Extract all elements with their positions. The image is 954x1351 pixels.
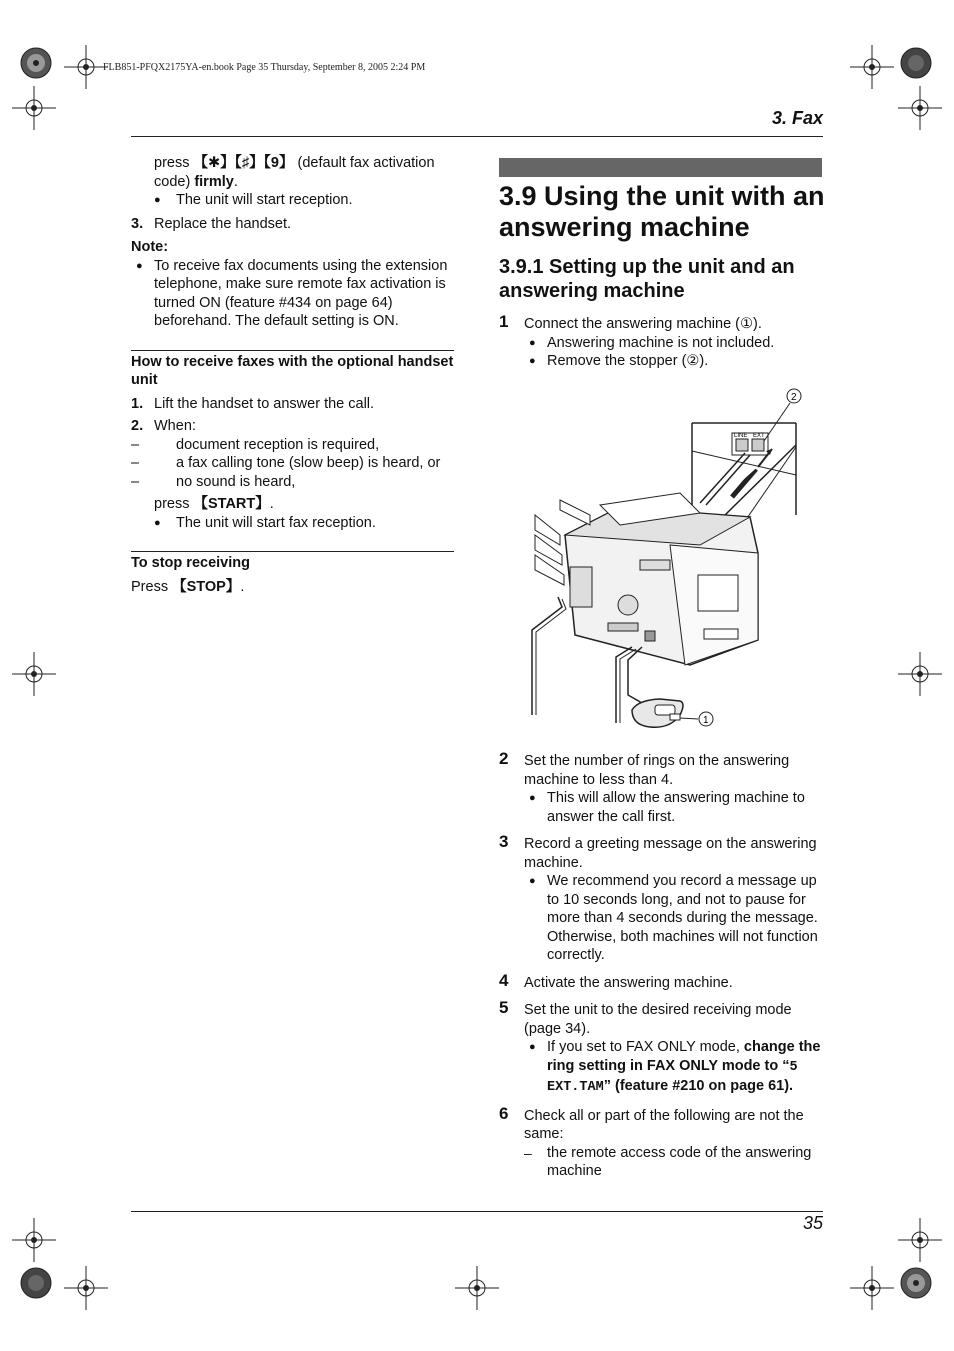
- note-bullet: [131, 257, 454, 331]
- step-number: 3: [499, 832, 509, 851]
- step-3-bullet-text: We recommend you record a message up to 10 seconds long, and not to pause for more than 4 seconds during the message. Otherwise, both machines will not function correctly.: [547, 873, 818, 963]
- dash-icon: –: [131, 436, 140, 453]
- fax-machine-drawing: [535, 493, 758, 665]
- setup-step-5-text: Set the unit to the desired receiving mode (page 34).: [524, 1002, 792, 1037]
- bullet-icon: ●: [529, 875, 536, 887]
- step-number: 6: [499, 1103, 509, 1123]
- dash-item-text: document reception is required,: [176, 436, 380, 453]
- connection-figure: [520, 385, 820, 735]
- intro-mid-text: (default fax activation code): [154, 155, 435, 190]
- press-end-text: .: [269, 496, 274, 512]
- registration-mark-tl: [18, 45, 54, 81]
- footer-rule: [131, 1211, 823, 1212]
- start-bullet-text: The unit will start fax reception.: [176, 514, 376, 531]
- nine-key: 【9】: [263, 155, 294, 171]
- bullet-icon: ●: [136, 259, 143, 272]
- step-2-bullet-text: This will allow the answering machine to answer the call first.: [547, 790, 805, 825]
- section-rule-2: [131, 551, 454, 552]
- stop-press-text: Press: [131, 578, 173, 595]
- handset-step-1-number: 1.: [131, 395, 144, 412]
- right-column-bottom: [499, 749, 822, 1181]
- intro-bullet-text: The unit will start reception.: [176, 192, 353, 208]
- bullet-icon: ●: [154, 194, 161, 206]
- lcd-display-text: 5 EXT.TAM: [547, 1059, 798, 1095]
- ext-jack-label: EXT: [753, 433, 765, 439]
- stop-key: 【STOP】: [172, 578, 241, 595]
- left-column: [131, 154, 454, 596]
- start-bullet: [131, 514, 454, 533]
- bullet-icon: ●: [529, 792, 536, 804]
- dash-item-text: no sound is heard,: [176, 473, 296, 490]
- stop-end-text: .: [240, 578, 245, 595]
- note-bullet-text: To receive fax documents using the extension telephone, make sure remote fax activation is turned ON (feature #434 on page 64) beforehand. The default setting is ON.: [154, 257, 448, 329]
- setup-step-6: [499, 1103, 822, 1144]
- right-column-top: [499, 312, 822, 371]
- intro-end-text: .: [233, 173, 238, 190]
- stop-line: [131, 578, 454, 597]
- dash-item: [131, 473, 454, 492]
- press-start-line: [131, 495, 454, 514]
- intro-bullet: [131, 191, 454, 210]
- registration-mark-br: [898, 1265, 934, 1301]
- handset-step-2-number: 2.: [131, 418, 144, 434]
- setup-step-1: [499, 312, 822, 334]
- star-key: 【✱】: [193, 155, 235, 171]
- dash-icon: –: [131, 455, 140, 471]
- press-text: press: [154, 496, 194, 512]
- crosshair-mark-bottom-left: [64, 1266, 108, 1315]
- step-1-bullet: [524, 334, 822, 353]
- page-number: 35: [802, 1213, 823, 1233]
- firmly-text: firmly: [194, 173, 234, 190]
- section-title-bar: [499, 158, 822, 177]
- crosshair-mark-right-upper: [898, 86, 942, 135]
- step-number: 4: [499, 970, 509, 990]
- callout-2: 2: [791, 392, 797, 403]
- step-6-dash: [524, 1144, 822, 1181]
- step-6-dash-text: the remote access code of the answering machine: [547, 1144, 812, 1179]
- setup-step-4: [499, 970, 822, 993]
- dash-item: [131, 454, 454, 473]
- step-1-bullet-text: Answering machine is not included.: [547, 334, 775, 351]
- note-label: Note:: [131, 239, 169, 255]
- answering-machine-drawing: [632, 699, 683, 727]
- dash-item: [131, 436, 454, 455]
- step-5-bullet-text: If you set to FAX ONLY mode,: [547, 1039, 744, 1055]
- setup-step-3-text: Record a greeting message on the answering machine.: [524, 836, 817, 871]
- setup-step-2: [499, 749, 822, 789]
- bullet-icon: ●: [529, 1041, 536, 1053]
- step-5-bullet: [524, 1038, 822, 1098]
- step-number: 1: [499, 312, 509, 331]
- dash-icon: –: [524, 1144, 532, 1161]
- crosshair-mark-bottom-right: [850, 1266, 894, 1315]
- registration-mark-tr: [898, 45, 934, 81]
- hash-key: 【♯】: [234, 155, 264, 171]
- section-title: 3.9 Using the unit with an answering machine: [499, 181, 825, 242]
- setup-step-2-text: Set the number of rings on the answering machine to less than 4.: [524, 753, 790, 788]
- handset-step-1: [131, 395, 454, 414]
- setup-step-3: [499, 832, 822, 872]
- step-number: 2: [499, 749, 509, 768]
- setup-step-6-text: Check all or part of the following are not the same:: [524, 1107, 804, 1142]
- section-rule-1: [131, 350, 454, 351]
- crosshair-mark-right-middle: [898, 652, 942, 701]
- section-heading-stop: To stop receiving: [131, 555, 250, 571]
- crosshair-mark-top-right: [850, 45, 894, 94]
- intro-press-text: press: [154, 155, 194, 171]
- line-jack-label: LINE: [734, 433, 748, 439]
- registration-mark-bl: [18, 1265, 54, 1301]
- step-1-bullet-text: Remove the stopper (②).: [547, 353, 709, 369]
- step-3: [131, 215, 454, 234]
- header-rule: [131, 136, 823, 137]
- handset-step-2: [131, 417, 454, 436]
- crosshair-mark-left-upper: [12, 86, 56, 135]
- setup-step-4-text: Activate the answering machine.: [524, 974, 733, 991]
- start-key: 【START】: [193, 496, 270, 512]
- step-5-bullet-bold-end: ” (feature #210 on page 61).: [603, 1078, 794, 1094]
- dash-item-text: a fax calling tone (slow beep) is heard, or: [176, 455, 441, 471]
- handset-step-1-text: Lift the handset to answer the call.: [154, 395, 375, 412]
- callout-1: 1: [703, 715, 709, 726]
- setup-step-5: [499, 998, 822, 1038]
- bullet-icon: ●: [154, 516, 161, 529]
- step-3-number: 3.: [131, 215, 144, 232]
- subsection-title: 3.9.1 Setting up the unit and an answering machine: [499, 256, 795, 302]
- crosshair-mark-bottom-center: [455, 1266, 499, 1315]
- print-info-line: FLB851-PFQX2175YA-en.book Page 35 Thursday, September 8, 2005 2:24 PM: [103, 62, 426, 73]
- step-5-bullet-bold: change the ring setting in FAX ONLY mode to “: [547, 1039, 821, 1074]
- crosshair-mark-top-left: [64, 45, 108, 94]
- bullet-icon: ●: [529, 355, 536, 367]
- step-number: 5: [499, 998, 509, 1017]
- setup-step-1-text: Connect the answering machine (①).: [524, 316, 762, 332]
- crosshair-mark-right-lower: [898, 1218, 942, 1267]
- step-1-bullet: [524, 352, 822, 371]
- crosshair-mark-left-lower: [12, 1218, 56, 1267]
- crosshair-mark-left-middle: [12, 652, 56, 701]
- step-3-bullet: [524, 872, 822, 965]
- step-3-text: Replace the handset.: [154, 215, 292, 232]
- bullet-icon: ●: [529, 336, 536, 349]
- section-header: 3. Fax: [771, 108, 823, 128]
- dash-icon: –: [131, 473, 140, 490]
- section-heading-handset: How to receive faxes with the optional handset unit: [131, 353, 454, 388]
- handset-step-2-text: When:: [154, 418, 196, 434]
- intro-paragraph: [131, 154, 454, 191]
- step-2-bullet: [524, 789, 822, 826]
